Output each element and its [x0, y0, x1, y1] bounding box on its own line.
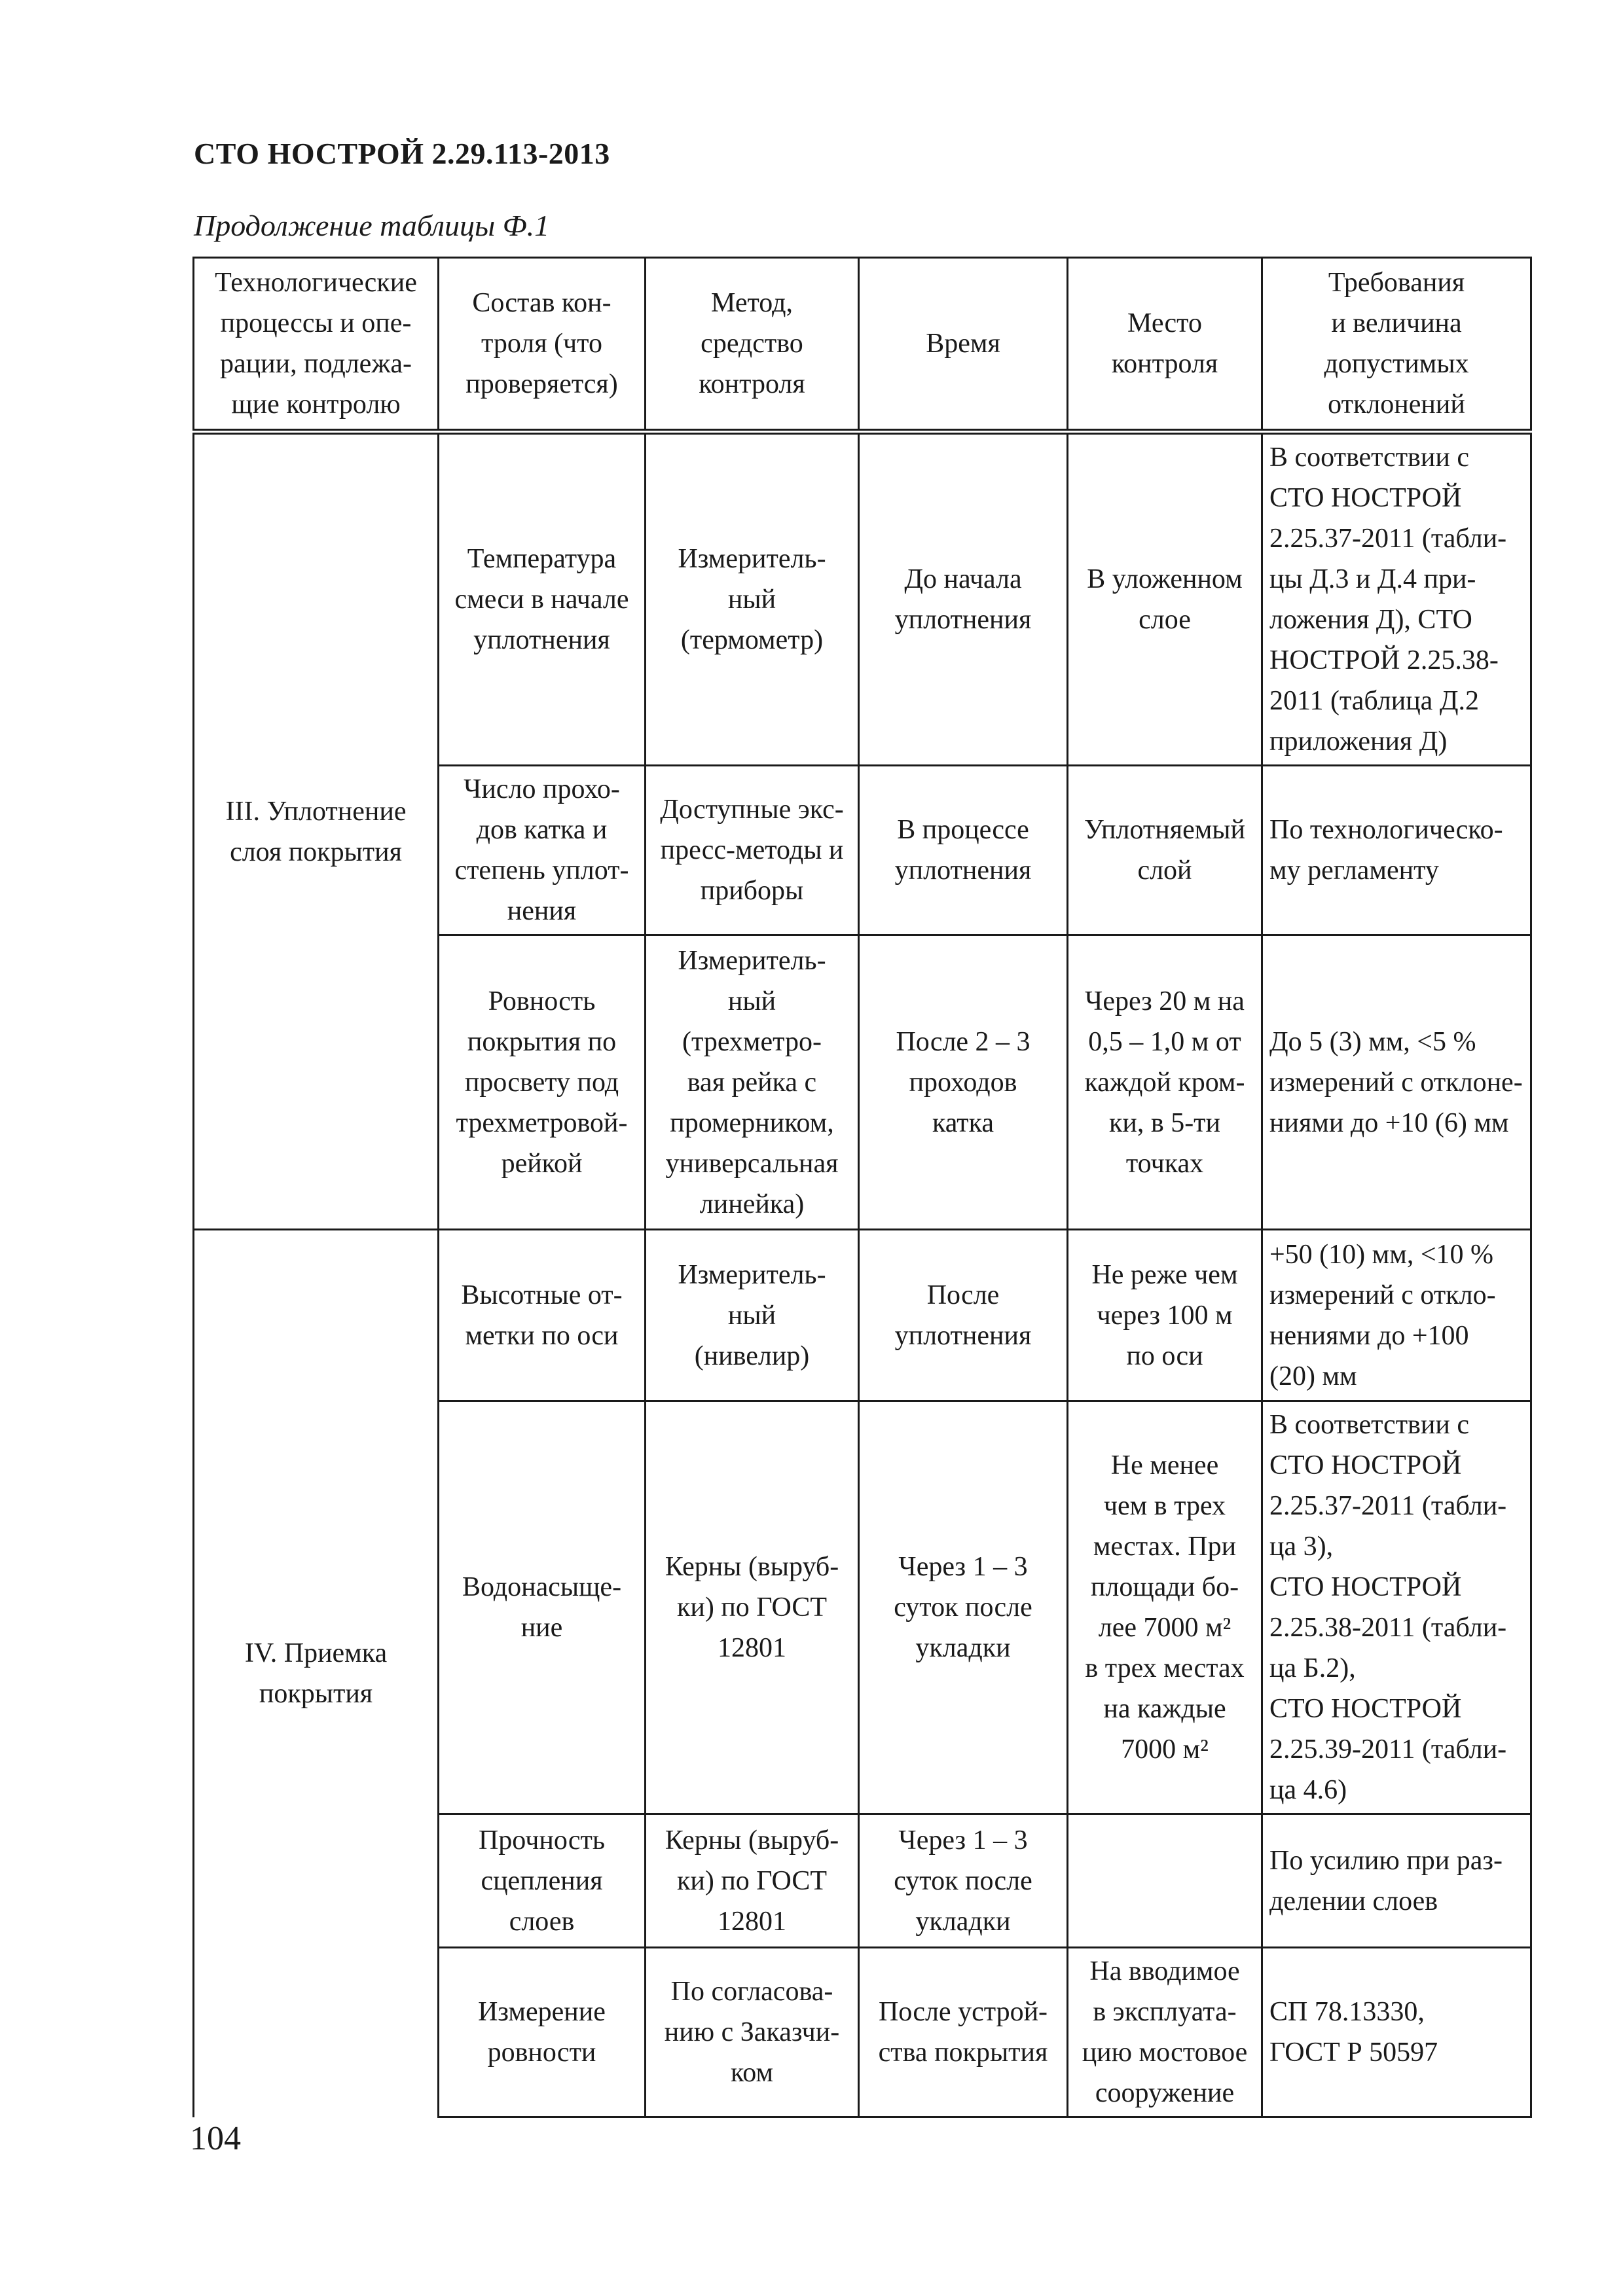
- stage-title: IV. Приемка покрытия: [194, 1230, 439, 2117]
- stage-title: III. Уплотнение слоя покрытия: [194, 432, 439, 1230]
- page-number: 104: [190, 2120, 241, 2157]
- cell-place: Не менее чем в трех местах. При площади бо- лее 7000 м² в трех местах на каждые 7000 м²: [1068, 1401, 1262, 1814]
- cell-method: Измеритель- ный (термометр): [646, 432, 859, 766]
- cell-method: Доступные экс- пресс-методы и приборы: [646, 766, 859, 935]
- cell-what: Водонасыще- ние: [439, 1401, 646, 1814]
- column-header-place: Место контроля: [1068, 258, 1262, 432]
- cell-time: После 2 – 3 проходов катка: [859, 935, 1068, 1230]
- cell-requirements: По технологическо- му регламенту: [1262, 766, 1531, 935]
- cell-place: Через 20 м на 0,5 – 1,0 м от каждой кром- ки, в 5-ти точках: [1068, 935, 1262, 1230]
- document-code: СТО НОСТРОЙ 2.29.113-2013: [194, 137, 610, 170]
- cell-requirements: В соответствии с СТО НОСТРОЙ 2.25.37-2011 (табли- цы Д.3 и Д.4 при- ложения Д), СТО НОСТРОЙ 2.25.38- 2011 (таблица Д.2 приложения Д): [1262, 432, 1531, 766]
- column-header-process: Технологические процессы и опе- рации, подлежа- щие контролю: [194, 258, 439, 432]
- cell-requirements: В соответствии с СТО НОСТРОЙ 2.25.37-2011 (табли- ца 3), СТО НОСТРОЙ 2.25.38-2011 (табли- ца Б.2), СТО НОСТРОЙ 2.25.39-2011 (табли- ца 4.6): [1262, 1401, 1531, 1814]
- table-caption: Продолжение таблицы Ф.1: [194, 209, 550, 242]
- cell-method: По согласова- нию с Заказчи- ком: [646, 1948, 859, 2117]
- column-header-what: Состав кон- троля (что проверяется): [439, 258, 646, 432]
- cell-requirements: +50 (10) мм, <10 % измерений с откло- нениями до +100 (20) мм: [1262, 1230, 1531, 1401]
- cell-requirements: По усилию при раз- делении слоев: [1262, 1814, 1531, 1948]
- cell-what: Температура смеси в начале уплотнения: [439, 432, 646, 766]
- cell-what: Высотные от- метки по оси: [439, 1230, 646, 1401]
- table-row: [194, 432, 1531, 766]
- cell-requirements: До 5 (3) мм, <5 % измерений с отклоне- ниями до +10 (6) мм: [1262, 935, 1531, 1230]
- cell-what: Число прохо- дов катка и степень уплот- нения: [439, 766, 646, 935]
- cell-place: На вводимое в эксплуата- цию мостовое сооружение: [1068, 1948, 1262, 2117]
- cell-time: После устрой- ства покрытия: [859, 1948, 1068, 2117]
- cell-place: Не реже чем через 100 м по оси: [1068, 1230, 1262, 1401]
- cell-time: До начала уплотнения: [859, 432, 1068, 766]
- cell-place: Уплотняемый слой: [1068, 766, 1262, 935]
- column-header-requirements: Требования и величина допустимых отклонений: [1262, 258, 1531, 432]
- cell-method: Измеритель- ный (нивелир): [646, 1230, 859, 1401]
- cell-method: Керны (выруб- ки) по ГОСТ 12801: [646, 1401, 859, 1814]
- cell-requirements: СП 78.13330, ГОСТ Р 50597: [1262, 1948, 1531, 2117]
- cell-what: Ровность покрытия по просвету под трехметровой- рейкой: [439, 935, 646, 1230]
- cell-what: Измерение ровности: [439, 1948, 646, 2117]
- cell-time: Через 1 – 3 суток после укладки: [859, 1814, 1068, 1948]
- cell-time: В процессе уплотнения: [859, 766, 1068, 935]
- column-header-method: Метод, средство контроля: [646, 258, 859, 432]
- cell-place: [1068, 1814, 1262, 1948]
- cell-time: Через 1 – 3 суток после укладки: [859, 1401, 1068, 1814]
- column-header-time: Время: [859, 258, 1068, 432]
- table-header-row: [194, 258, 1531, 432]
- cell-method: Измеритель- ный (трехметро- вая рейка с промерником, универсальная линейка): [646, 935, 859, 1230]
- control-table: [192, 257, 1532, 2118]
- table-row: [194, 1230, 1531, 1401]
- cell-place: В уложенном слое: [1068, 432, 1262, 766]
- cell-what: Прочность сцепления слоев: [439, 1814, 646, 1948]
- cell-time: После уплотнения: [859, 1230, 1068, 1401]
- cell-method: Керны (выруб- ки) по ГОСТ 12801: [646, 1814, 859, 1948]
